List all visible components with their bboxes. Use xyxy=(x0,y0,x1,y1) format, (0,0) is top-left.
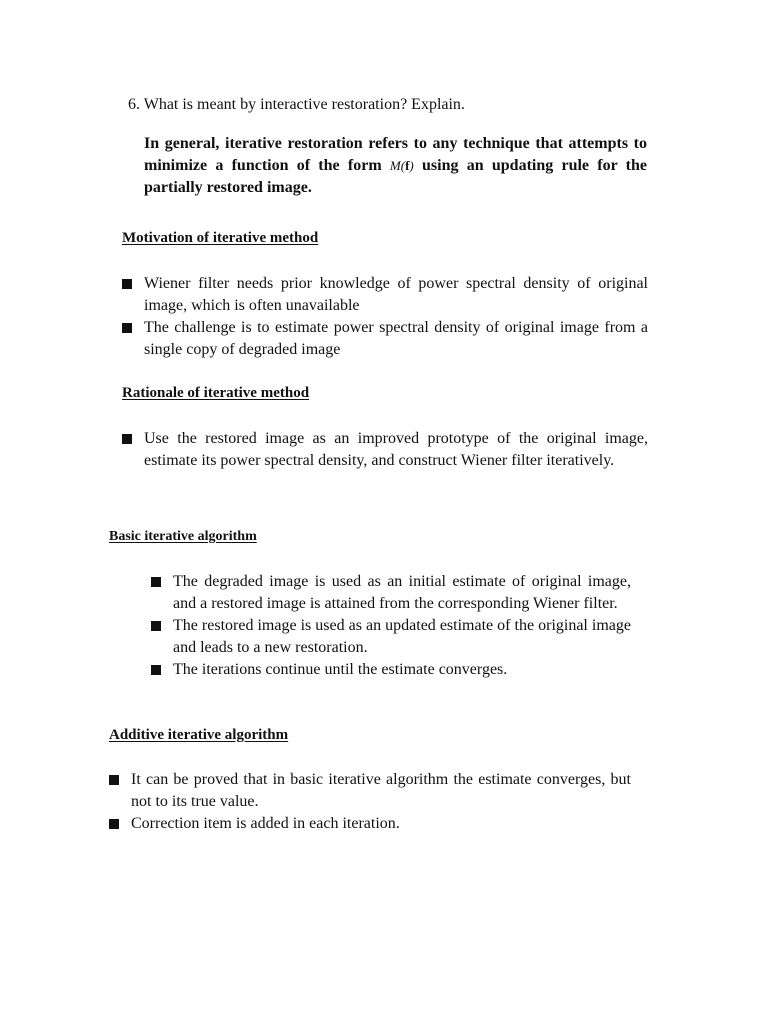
list-item-text: Correction item is added in each iteration. xyxy=(131,815,400,832)
math-close-paren: ) xyxy=(409,158,414,173)
square-bullet-icon xyxy=(109,775,119,785)
question-text: 6. What is meant by interactive restoration? Explain. xyxy=(128,96,465,113)
math-symbol-f: f xyxy=(405,158,410,173)
list-item xyxy=(109,769,631,813)
section-heading-rationale: Rationale of iterative method xyxy=(122,385,310,401)
list-item xyxy=(122,428,648,472)
list-item-text: It can be proved that in basic iterative algorithm the estimate converges, but not to its true value. xyxy=(131,771,631,810)
section-heading-basic: Basic iterative algorithm xyxy=(109,529,257,544)
list-item xyxy=(122,317,648,361)
list-item xyxy=(122,273,648,317)
answer-text-part2: using an updating rule for the partially restored image. xyxy=(144,157,648,196)
math-open-paren: ( xyxy=(400,158,406,173)
section-heading-motivation: Motivation of iterative method xyxy=(122,230,319,246)
additive-list xyxy=(109,769,631,835)
answer-paragraph xyxy=(144,133,647,199)
list-item xyxy=(151,659,631,681)
square-bullet-icon xyxy=(122,323,132,333)
square-bullet-icon xyxy=(151,665,161,675)
list-item-text: The iterations continue until the estimate converges. xyxy=(173,661,508,678)
math-expression xyxy=(390,158,414,173)
list-item-text: The degraded image is used as an initial estimate of original image, and a restored image is attained from the corresponding Wiener filter. xyxy=(173,573,631,612)
list-item xyxy=(151,615,631,659)
math-symbol-m: M xyxy=(389,158,401,173)
list-item xyxy=(109,813,631,835)
square-bullet-icon xyxy=(122,434,132,444)
list-item-text: The challenge is to estimate power spectral density of original image from a single copy of degraded image xyxy=(144,319,648,358)
square-bullet-icon xyxy=(109,819,119,829)
basic-list xyxy=(151,571,631,681)
square-bullet-icon xyxy=(151,577,161,587)
list-item-text: Use the restored image as an improved prototype of the original image, estimate its power spectral density, and construct Wiener filter iteratively. xyxy=(144,430,648,469)
square-bullet-icon xyxy=(151,621,161,631)
answer-text-part1: In general, iterative restoration refers to any technique that attempts to minimize a function of the form xyxy=(144,135,647,174)
section-heading-additive: Additive iterative algorithm xyxy=(109,727,289,743)
rationale-list xyxy=(122,428,648,472)
list-item-text: The restored image is used as an updated estimate of the original image and leads to a new restoration. xyxy=(173,617,631,656)
square-bullet-icon xyxy=(122,279,132,289)
motivation-list xyxy=(122,273,648,361)
list-item-text: Wiener filter needs prior knowledge of power spectral density of original image, which is often unavailable xyxy=(144,275,648,314)
list-item xyxy=(151,571,631,615)
